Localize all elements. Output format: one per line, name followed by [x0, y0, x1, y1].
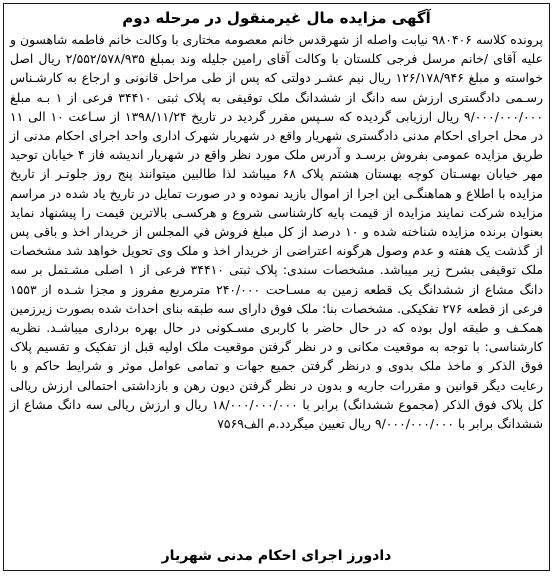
notice-signature: دادورز اجرای احکام مدنی شهریار — [161, 548, 392, 564]
notice-title: آگهی مزایده مال غیرمنقول در مرحله دوم — [122, 9, 431, 27]
notice-body — [10, 30, 543, 433]
notice-body-text: پرونده کلاسه ۹۸۰۴۰۶ نیابت واصله از شهرقدس خانم معصومه مختاری با وکالت خانم فاطمه شاهسون و علیه آقای /خانم مرسل فرجی کلستان با وکالت آقای رامین جلیله وند بمبلغ ۲/۵۵۲/۵۷۸/۹۳۵ ریال اصل خواسته و مبلغ ۱۲۶/۱۷۸/۹۴۶ ریال نیم عشـر دولتی که پس از طی مراحل قانونی و ارجاع به کارشـناس رسـمی دادگستری ارزش سه دانگ از ششدانگ ملک توقیفی به پلاک ثبتی ۳۴۴۱۰ فرعی از ۱ بـه مبلغ ۹/۰۰۰/۰۰۰/۰۰۰ ریال ارزیابی گردیده که سـپس مقرر گردید در تاریخ ۱۳۹۸/۱۱/۲۴ از سـاعت ۱۰ الی ۱۱ در محل اجرای احکام مدنی دادگستری شهریار واقع در شهریار شهرک اداری واحد اجرای احکام مدنی از طریق مزایده عمومی بفروش برسـد و آدرس ملک مورد نظر واقع در شهریار اندیشه فاز ۴ خیابان توحید مهر خیابان بهسـتان کوچه بهستان هشتم پلاک ۶۸ میباشد لذا طالبین میتوانند پنج روز جلوتـر از تاریخ مزایده با اطلاع و هماهنگـی این اجرا از اموال بازید نموده و در صورت تمایل در تاریخ یاد شده در مراسم مزایده شرکت نمایند مزایده از قیمت پایه کارشناسی شروع و هرکسـی بالاترین قیمت را پیشنهاد نماید بعنوان برنده مزایده شناخته شده و ۱۰ درصد از کل مبلغ فروش في المجلس از خریدار اخذ و باقی پس از گذشت یک هفته و عدم وصول هرگونه اعتراضی از خریدار اخذ و ملک وی تحویل خواهد شد مشخصات ملک توقیفی بشرح زیر میباشد. مشخصات سندی: پلاک ثبتی ۳۴۴۱۰ فرعی از ۱ اصلی مشـتمل بر سه دانگ مشاع از ششدانگ یک قطعه زمین به مسـاحت ۲۴۰/۰۰۰ مترمربع مفروز و مجزا شـده از ۱۵۵۳ فرعی از قطعه ۲۷۶ تفکیکی. مشخصات بنا: ملک فوق دارای سه طبقه بنای احداث شده بصورت زیرزمین همکـف و طبقه اول بوده که در حال حاضر با کاربری مسـکونی در حال بهره برداری میباشـد. نظریه کارشناسی: با توجه به موقعیت مکانی و در نظر گرفتن موقعیت ملک اولیه قبل از تفکیک و تقسیم پلاک فوق الذکر و ماخذ ملک بدوی و درنظر گرفتن جمیع جهات و تمامی عوامل موثر و شرایط حاکم و با رعایت دیگر قوانین و مقررات جاریه و بدون در نظر گرفتن دیون رهن و بازداشتی احتمالی ارزش ریالی کل پلاک فوق الذکر (مجموع ششدانگ) برابر با ۱۸/۰۰۰/۰۰۰/۰۰۰ ریال و ارزش ریالی سه دانگ مشاع از ششدانگ برابر با ۹/۰۰۰/۰۰۰/۰۰۰ ریال تعیین میگردد.م الف۷۵۶۹ — [10, 32, 543, 432]
auction-notice — [3, 3, 550, 571]
